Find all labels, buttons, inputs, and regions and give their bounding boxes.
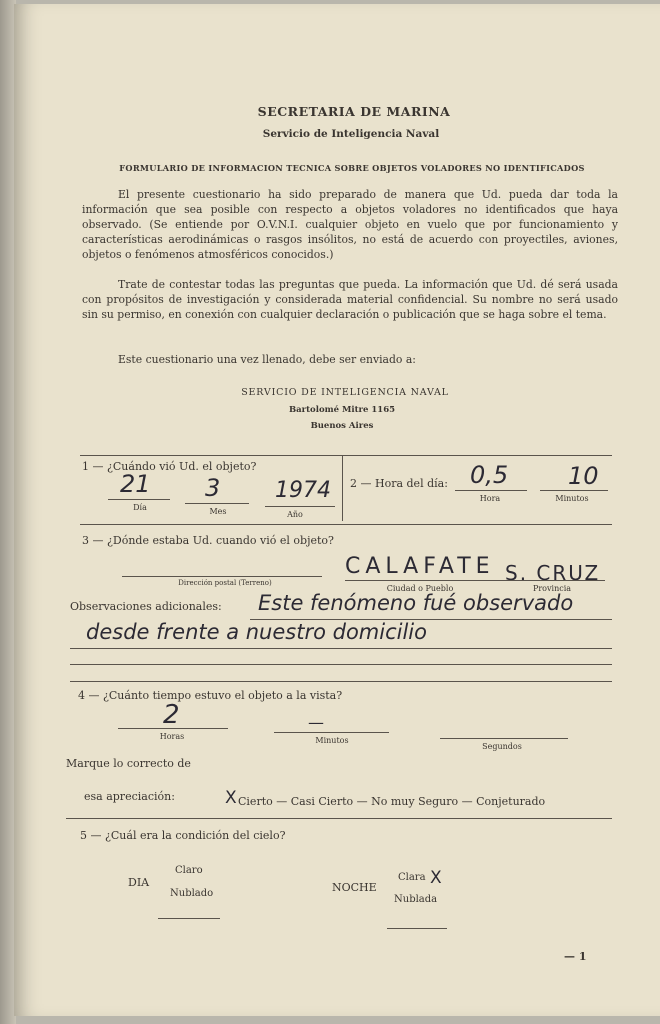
header-title: SECRETARIA DE MARINA: [257, 104, 451, 119]
q4-seconds-line: [440, 738, 568, 739]
page-number: — 1: [564, 950, 587, 963]
q4-seconds-label: Segundos: [482, 742, 522, 751]
q4-minutes-mark: —: [308, 713, 324, 732]
q4-hours-value: 2: [163, 700, 180, 730]
divider-line: [342, 455, 343, 521]
q1-month-label: Mes: [209, 507, 227, 516]
q5-dia-line: [158, 918, 220, 919]
q1-day-label: Día: [133, 503, 147, 512]
q1-month-line: [185, 503, 249, 504]
intro-paragraph-3: Este cuestionario una vez llenado, debe ser enviado a:: [118, 353, 416, 366]
q5-dia-clear: Claro: [175, 865, 203, 876]
q5-dia-label: DIA: [128, 876, 150, 889]
q5-dia-cloudy: Nublado: [170, 888, 214, 899]
address-line-2: Bartolomé Mitre 1165: [288, 405, 396, 415]
q3-postal-label: Dirección postal (Terreno): [178, 579, 272, 587]
q3-city-label: Ciudad o Pueblo: [386, 584, 454, 593]
q5-noche-label: NOCHE: [332, 881, 377, 894]
q3-obs-rule-3: [70, 664, 612, 665]
q3-city-line: [345, 580, 605, 581]
q3-obs-rule-4: [70, 681, 612, 682]
q1-label: 1 — ¿Cuándo vió Ud. el objeto?: [82, 460, 257, 473]
q2-minutes-value: 10: [568, 462, 599, 490]
rule-line: [80, 524, 612, 525]
rule-line: [66, 818, 612, 819]
q2-hour-value: 0,5: [470, 461, 509, 489]
q4-apreciacion-label: esa apreciación:: [84, 790, 175, 803]
q4-hours-line: [118, 728, 228, 729]
q4-certainty-options: Cierto — Casi Cierto — No muy Seguro — Conjeturado: [238, 795, 546, 808]
q2-minutes-label: Minutos: [555, 494, 589, 503]
q5-noche-clear: Clara: [398, 872, 426, 883]
q5-noche-line: [387, 928, 447, 929]
q2-label: 2 — Hora del día:: [350, 477, 448, 490]
intro-paragraph-2: Trate de contestar todas las preguntas que pueda. La información que Ud. dé será usada con propósitos de investigación y considerada material confidencial. Su nombre no será usado sin su permiso, en conexión con cualquier declaración o publicación que se haga sobre el tema.: [82, 278, 618, 321]
q3-observations-line-2: desde frente a nuestro domicilio: [86, 620, 427, 644]
q3-city-value: CALAFATE: [345, 554, 495, 579]
q4-minutes-label: Minutos: [315, 736, 349, 745]
q3-label: 3 — ¿Dónde estaba Ud. cuando vió el objeto?: [82, 534, 334, 547]
q2-hour-line: [455, 490, 527, 491]
q4-minutes-line: [274, 732, 389, 733]
q2-hour-label: Hora: [479, 494, 501, 503]
q1-year-line: [265, 506, 335, 507]
q1-month-value: 3: [205, 474, 221, 502]
q3-observations-line-1: Este fenómeno fué observado: [258, 591, 574, 615]
q2-minutes-line: [540, 490, 608, 491]
q1-day-value: 21: [120, 470, 151, 498]
q3-province-label: Provincia: [532, 584, 572, 593]
q5-noche-checkmark-x: X: [430, 868, 442, 888]
header-subtitle: Servicio de Inteligencia Naval: [262, 128, 440, 140]
document-page: [14, 4, 660, 1016]
q5-label: 5 — ¿Cuál era la condición del cielo?: [80, 829, 286, 842]
q3-obs-rule-2: [70, 648, 612, 649]
q1-day-line: [108, 499, 170, 500]
q3-observations-label: Observaciones adicionales:: [70, 600, 222, 613]
q1-year-label: Año: [287, 510, 303, 519]
intro-paragraph-1: El presente cuestionario ha sido preparado de manera que Ud. pueda dar toda la información que sea posible con respecto a objetos voladores no identificados que haya observado. (Se entiende por O.V.N.I. cualquier objeto en vuelo que por funcionamiento y características aerodinámicas o rasgos insólitos, no está de acuerdo con proyectiles, aviones, objetos o fenómenos atmosféricos conocidos.): [82, 188, 618, 261]
q4-hours-label: Horas: [159, 732, 185, 741]
q1-year-value: 1974: [275, 478, 331, 503]
q3-postal-line: [122, 576, 322, 577]
address-line-1: SERVICIO DE INTELIGENCIA NAVAL: [241, 387, 449, 398]
address-line-3: Buenos Aires: [310, 421, 374, 431]
q4-checkmark-x: X: [225, 788, 237, 808]
q5-noche-cloudy: Nublada: [394, 894, 438, 905]
form-title: FORMULARIO DE INFORMACION TECNICA SOBRE OBJETOS VOLADORES NO IDENTIFICADOS: [119, 163, 585, 173]
q3-province-value: S. CRUZ: [505, 561, 601, 585]
q4-marque-label: Marque lo correcto de: [66, 757, 191, 770]
q4-label: 4 — ¿Cuánto tiempo estuvo el objeto a la vista?: [78, 689, 343, 702]
rule-line: [80, 455, 612, 456]
